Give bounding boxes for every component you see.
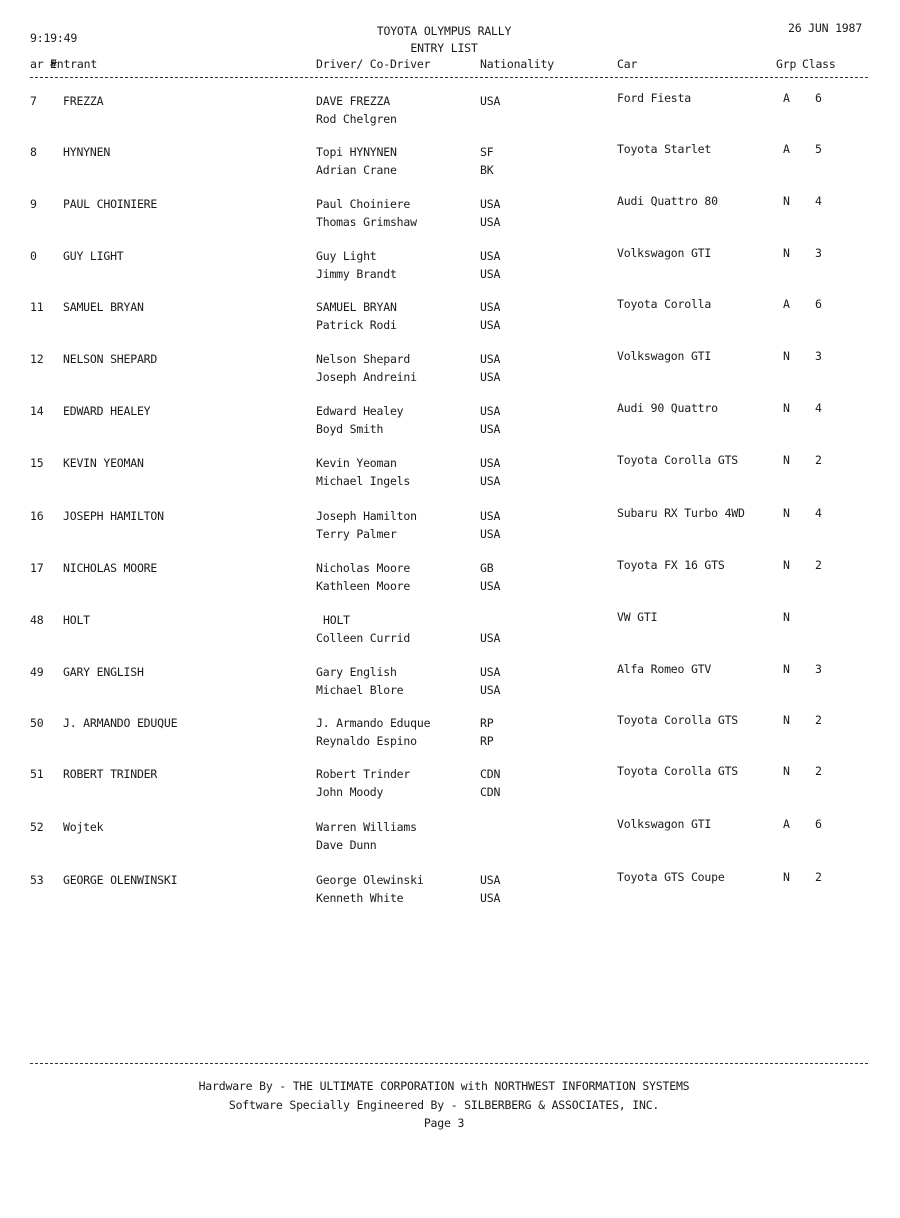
entry-driver: HOLT — [323, 613, 350, 627]
entry-car: Volkswagon GTI — [617, 246, 712, 260]
entry-codriver: Dave Dunn — [316, 838, 377, 852]
entry-car: Volkswagon GTI — [617, 349, 712, 363]
entry-class: 3 — [815, 246, 822, 260]
entry-car: Volkswagon GTI — [617, 817, 712, 831]
column-header-number: ar # — [30, 57, 57, 71]
entry-codriver-nationality: USA — [480, 422, 501, 436]
document-title: TOYOTA OLYMPUS RALLY — [376, 24, 512, 38]
entry-row — [0, 142, 900, 195]
entry-car: Toyota FX 16 GTS — [617, 558, 725, 572]
footer-divider — [30, 1063, 868, 1064]
entry-entrant: JOSEPH HAMILTON — [63, 509, 164, 523]
entry-driver-nationality: USA — [480, 873, 501, 887]
entry-entrant: GUY LIGHT — [63, 249, 124, 263]
entry-driver: Nelson Shepard — [316, 352, 411, 366]
entry-entrant: HYNYNEN — [63, 145, 111, 159]
entry-entrant: SAMUEL BRYAN — [63, 300, 144, 314]
entry-class: 6 — [815, 91, 822, 105]
entry-group: A — [783, 142, 790, 156]
entry-car: VW GTI — [617, 610, 658, 624]
entry-group: N — [783, 194, 790, 208]
entry-number: 16 — [30, 509, 44, 523]
entry-entrant: HOLT — [63, 613, 90, 627]
entry-row — [0, 558, 900, 611]
print-time: 9:19:49 — [30, 31, 78, 45]
entry-group: N — [783, 764, 790, 778]
entry-number: 7 — [30, 94, 37, 108]
entry-group: N — [783, 246, 790, 260]
column-header-driver: Driver/ Co-Driver — [316, 57, 431, 71]
entry-number: 17 — [30, 561, 44, 575]
entry-row — [0, 349, 900, 402]
entry-number: 50 — [30, 716, 44, 730]
entry-driver: Joseph Hamilton — [316, 509, 417, 523]
entry-car: Toyota Corolla GTS — [617, 713, 739, 727]
entry-class: 2 — [815, 870, 822, 884]
entry-driver: Topi HYNYNEN — [316, 145, 397, 159]
entry-codriver-nationality: USA — [480, 215, 501, 229]
entry-row — [0, 610, 900, 663]
entry-entrant: Wojtek — [63, 820, 104, 834]
entry-car: Toyota GTS Coupe — [617, 870, 725, 884]
entry-codriver-nationality: USA — [480, 631, 501, 645]
page-number: Page 3 — [423, 1116, 465, 1130]
entry-number: 48 — [30, 613, 44, 627]
entry-driver-nationality: USA — [480, 665, 501, 679]
entry-group: N — [783, 453, 790, 467]
entry-codriver: John Moody — [316, 785, 384, 799]
entry-driver: Warren Williams — [316, 820, 417, 834]
entry-entrant: NICHOLAS MOORE — [63, 561, 158, 575]
entry-number: 53 — [30, 873, 44, 887]
entry-entrant: NELSON SHEPARD — [63, 352, 158, 366]
entry-car: Ford Fiesta — [617, 91, 691, 105]
entry-codriver-nationality: USA — [480, 267, 501, 281]
entry-driver: Robert Trinder — [316, 767, 411, 781]
entry-codriver: Boyd Smith — [316, 422, 384, 436]
entry-driver-nationality: RP — [480, 716, 494, 730]
entry-number: 0 — [30, 249, 37, 263]
entry-class: 4 — [815, 401, 822, 415]
entry-class: 5 — [815, 142, 822, 156]
print-date: 26 JUN 1987 — [788, 21, 862, 35]
entry-class: 4 — [815, 194, 822, 208]
entry-codriver-nationality: CDN — [480, 785, 501, 799]
entry-row — [0, 662, 900, 715]
entry-driver: Paul Choiniere — [316, 197, 411, 211]
entry-car: Toyota Corolla GTS — [617, 764, 739, 778]
entry-number: 49 — [30, 665, 44, 679]
entry-codriver: Joseph Andreini — [316, 370, 417, 384]
entry-codriver: Rod Chelgren — [316, 112, 397, 126]
entry-codriver-nationality: USA — [480, 683, 501, 697]
entry-group: N — [783, 558, 790, 572]
entry-car: Toyota Corolla — [617, 297, 712, 311]
entry-codriver-nationality: USA — [480, 474, 501, 488]
entry-row — [0, 194, 900, 247]
entry-row — [0, 870, 900, 923]
entry-entrant: GEORGE OLENWINSKI — [63, 873, 178, 887]
entry-number: 52 — [30, 820, 44, 834]
footer-software-credit: Software Specially Engineered By - SILBERBERG & ASSOCIATES, INC. — [228, 1098, 660, 1112]
entry-driver: Kevin Yeoman — [316, 456, 397, 470]
entry-driver: J. Armando Eduque — [316, 716, 431, 730]
entry-codriver: Colleen Currid — [316, 631, 411, 645]
entry-driver: SAMUEL BRYAN — [316, 300, 397, 314]
entry-driver: George Olewinski — [316, 873, 424, 887]
entry-codriver: Michael Ingels — [316, 474, 411, 488]
entry-number: 14 — [30, 404, 44, 418]
entry-driver-nationality: USA — [480, 94, 501, 108]
entry-class: 3 — [815, 349, 822, 363]
column-header-class: Class — [802, 57, 836, 71]
entry-entrant: ROBERT TRINDER — [63, 767, 158, 781]
entry-codriver: Thomas Grimshaw — [316, 215, 417, 229]
header-divider — [30, 77, 868, 78]
entry-driver-nationality: USA — [480, 249, 501, 263]
column-header-nationality: Nationality — [480, 57, 554, 71]
entry-number: 51 — [30, 767, 44, 781]
entry-row — [0, 713, 900, 766]
entry-codriver: Jimmy Brandt — [316, 267, 397, 281]
entry-class: 2 — [815, 713, 822, 727]
entry-entrant: KEVIN YEOMAN — [63, 456, 144, 470]
entry-driver: Guy Light — [316, 249, 377, 263]
column-header-car: Car — [617, 57, 638, 71]
entry-group: N — [783, 610, 790, 624]
entry-driver: Nicholas Moore — [316, 561, 411, 575]
entry-codriver: Adrian Crane — [316, 163, 397, 177]
entry-codriver: Kathleen Moore — [316, 579, 411, 593]
entry-car: Subaru RX Turbo 4WD — [617, 506, 745, 520]
entry-group: A — [783, 817, 790, 831]
entry-driver-nationality: USA — [480, 197, 501, 211]
entry-entrant: GARY ENGLISH — [63, 665, 144, 679]
entry-group: N — [783, 713, 790, 727]
entry-codriver-nationality: USA — [480, 579, 501, 593]
entry-car: Audi Quattro 80 — [617, 194, 718, 208]
entry-entrant: PAUL CHOINIERE — [63, 197, 158, 211]
entry-driver-nationality: CDN — [480, 767, 501, 781]
entry-codriver: Terry Palmer — [316, 527, 397, 541]
entry-driver: Edward Healey — [316, 404, 404, 418]
footer-hardware-credit: Hardware By - THE ULTIMATE CORPORATION with NORTHWEST INFORMATION SYSTEMS — [198, 1079, 690, 1093]
entry-number: 11 — [30, 300, 44, 314]
entry-row — [0, 817, 900, 870]
entry-car: Audi 90 Quattro — [617, 401, 718, 415]
entry-number: 12 — [30, 352, 44, 366]
entry-codriver-nationality: USA — [480, 891, 501, 905]
entry-row — [0, 506, 900, 559]
entry-number: 15 — [30, 456, 44, 470]
entry-codriver: Kenneth White — [316, 891, 404, 905]
entry-driver: Gary English — [316, 665, 397, 679]
entry-class: 6 — [815, 297, 822, 311]
entry-driver-nationality: USA — [480, 300, 501, 314]
entry-driver-nationality: USA — [480, 352, 501, 366]
column-header-entrant: Entrant — [50, 57, 98, 71]
entry-driver: DAVE FREZZA — [316, 94, 390, 108]
entry-codriver: Michael Blore — [316, 683, 404, 697]
entry-row — [0, 453, 900, 506]
entry-codriver-nationality: RP — [480, 734, 494, 748]
entry-driver-nationality: USA — [480, 456, 501, 470]
entry-class: 2 — [815, 764, 822, 778]
entry-car: Alfa Romeo GTV — [617, 662, 712, 676]
entry-driver-nationality: GB — [480, 561, 494, 575]
entry-row — [0, 246, 900, 299]
column-header-group: Grp — [776, 57, 797, 71]
entry-row — [0, 91, 900, 144]
entry-group: N — [783, 870, 790, 884]
entry-number: 9 — [30, 197, 37, 211]
entry-codriver: Patrick Rodi — [316, 318, 397, 332]
entry-codriver-nationality: USA — [480, 318, 501, 332]
entry-group: N — [783, 401, 790, 415]
entry-class: 6 — [815, 817, 822, 831]
entry-codriver-nationality: USA — [480, 527, 501, 541]
entry-class: 3 — [815, 662, 822, 676]
entry-group: A — [783, 297, 790, 311]
entry-driver-nationality: SF — [480, 145, 494, 159]
entry-class: 2 — [815, 558, 822, 572]
entry-car: Toyota Corolla GTS — [617, 453, 739, 467]
document-subtitle: ENTRY LIST — [410, 41, 478, 55]
entry-entrant: EDWARD HEALEY — [63, 404, 151, 418]
entry-group: A — [783, 91, 790, 105]
entry-number: 8 — [30, 145, 37, 159]
entry-codriver-nationality: BK — [480, 163, 494, 177]
entry-car: Toyota Starlet — [617, 142, 712, 156]
entry-group: N — [783, 662, 790, 676]
entry-codriver-nationality: USA — [480, 370, 501, 384]
entry-group: N — [783, 349, 790, 363]
entry-row — [0, 401, 900, 454]
entry-codriver: Reynaldo Espino — [316, 734, 417, 748]
entry-driver-nationality: USA — [480, 509, 501, 523]
entry-group: N — [783, 506, 790, 520]
entry-entrant: J. ARMANDO EDUQUE — [63, 716, 178, 730]
entry-class: 4 — [815, 506, 822, 520]
entry-driver-nationality: USA — [480, 404, 501, 418]
entry-class: 2 — [815, 453, 822, 467]
entry-row — [0, 297, 900, 350]
entry-entrant: FREZZA — [63, 94, 104, 108]
entry-row — [0, 764, 900, 817]
